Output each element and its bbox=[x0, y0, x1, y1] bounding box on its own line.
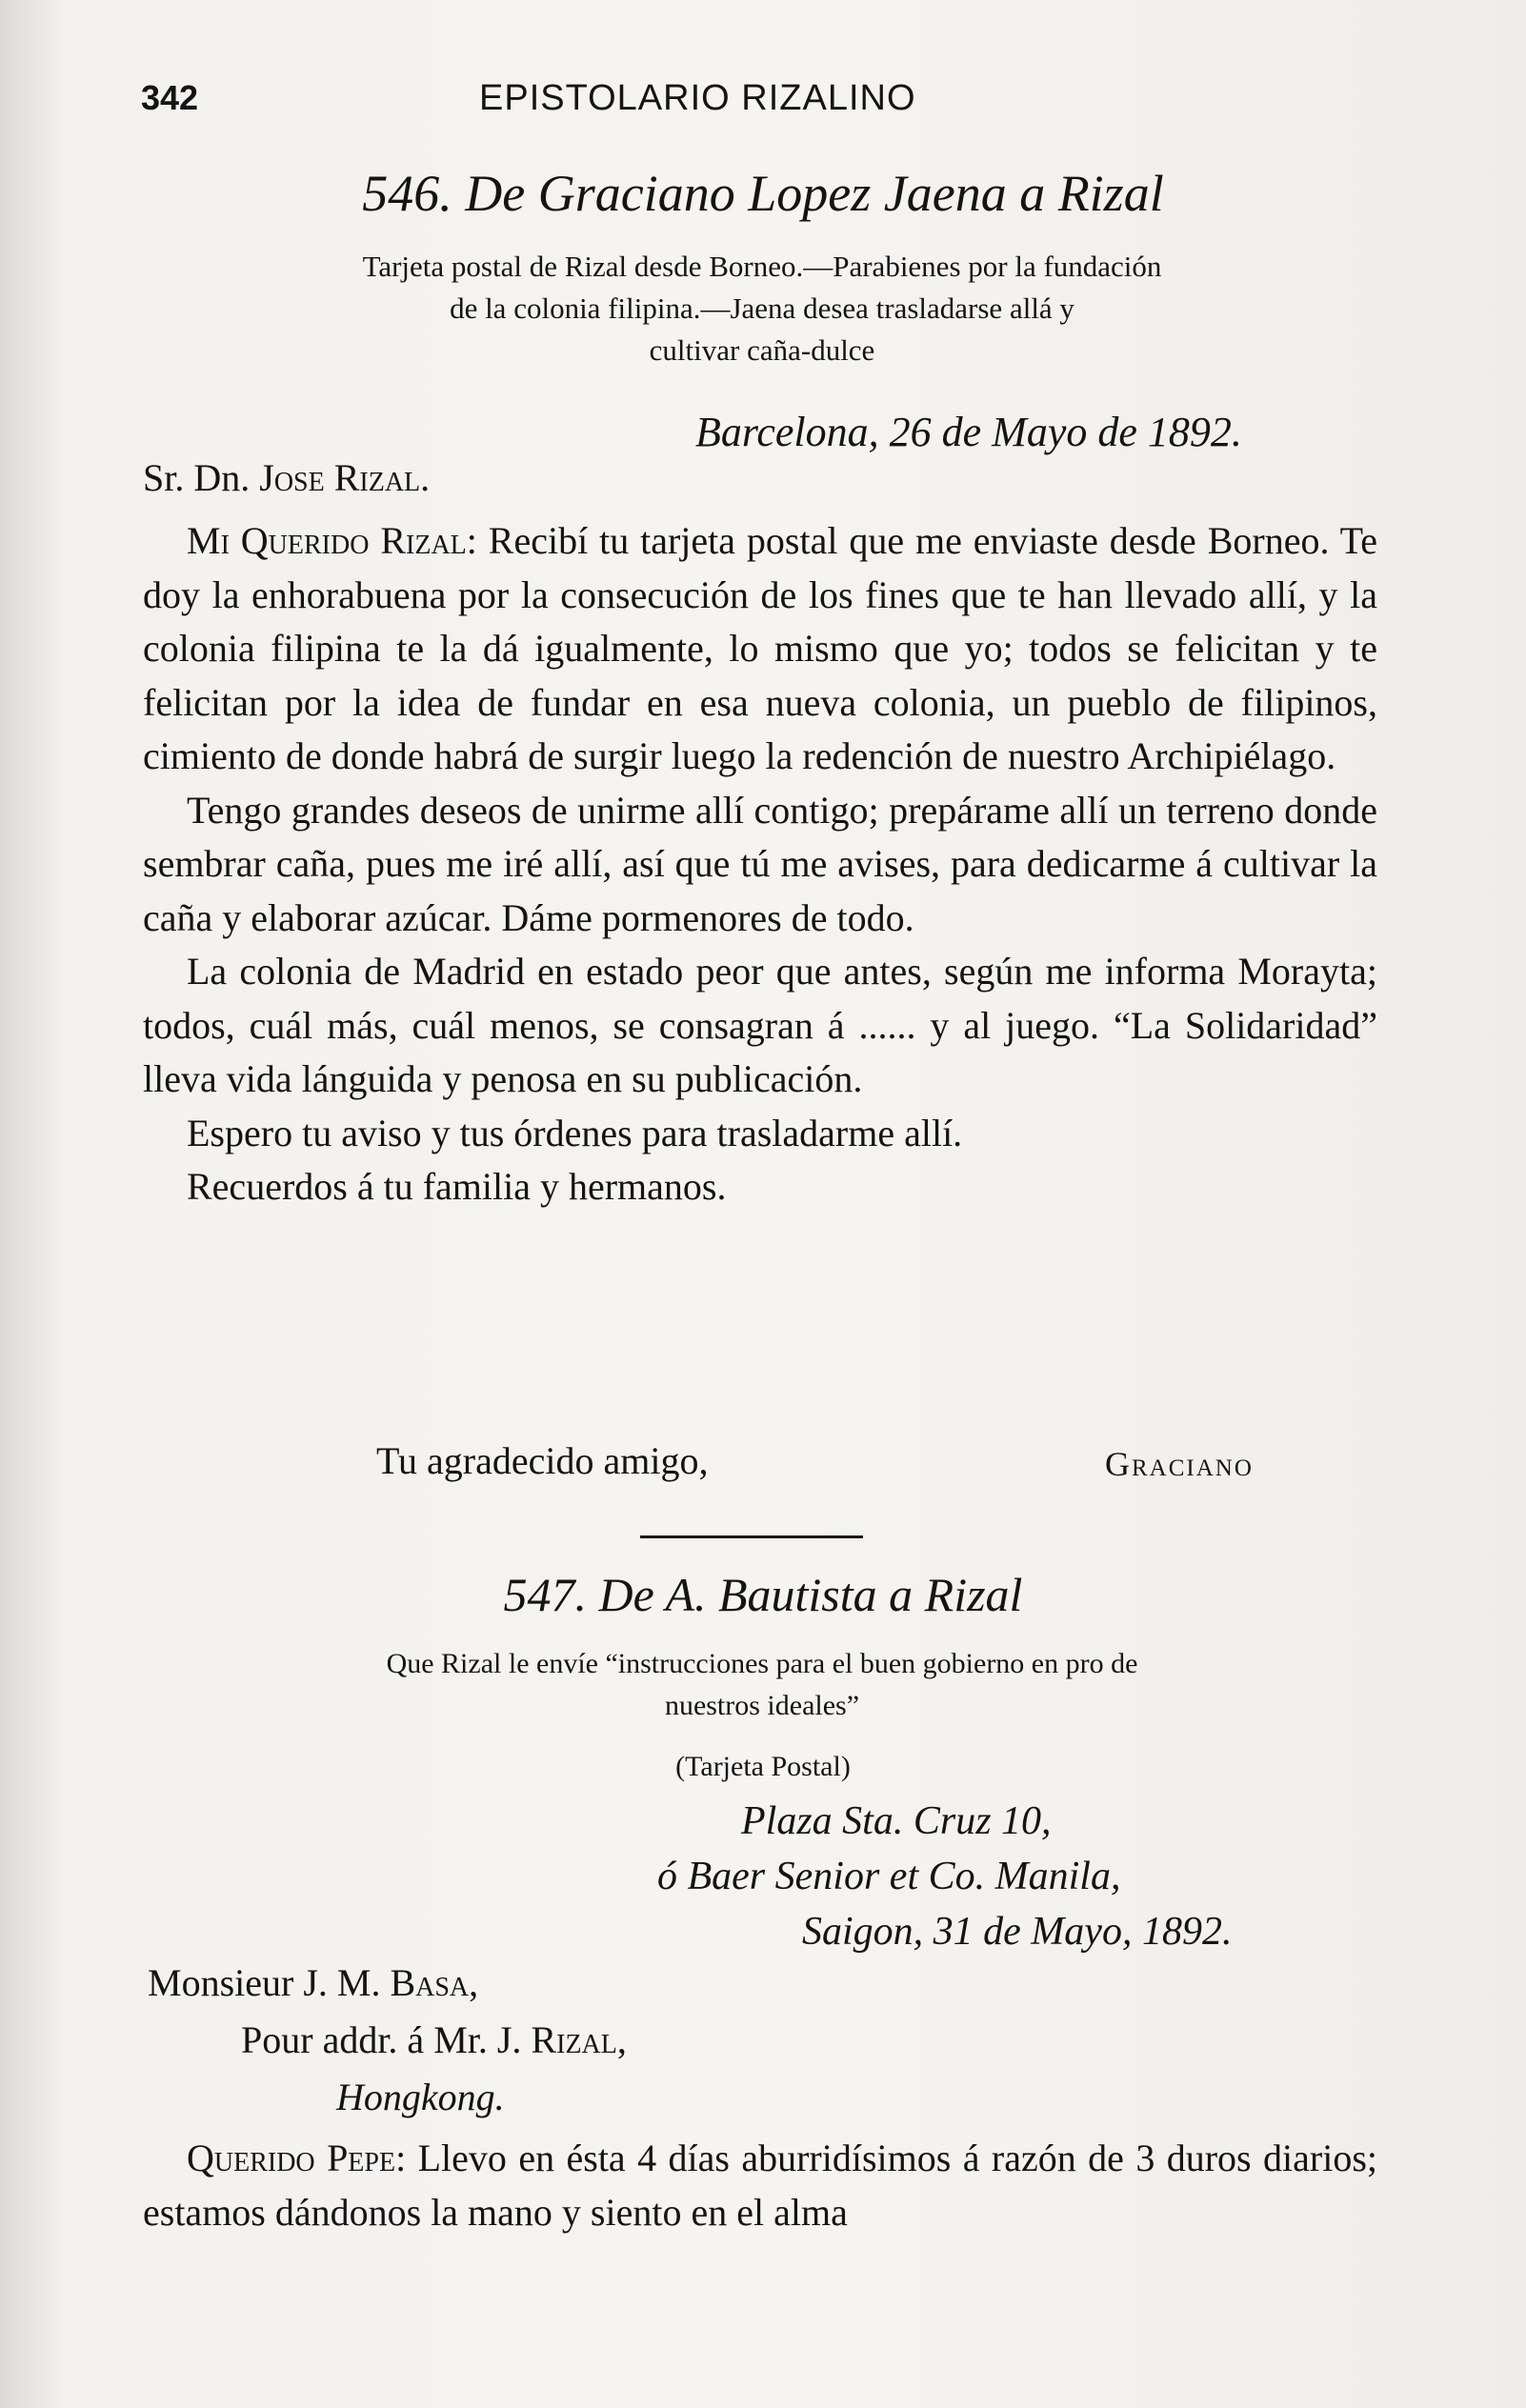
body-paragraph: Espero tu aviso y tus órdenes para trasladarme allí. bbox=[187, 1111, 963, 1154]
letter-546-addressee bbox=[143, 455, 430, 500]
body-paragraph: Recuerdos á tu familia y hermanos. bbox=[187, 1165, 727, 1208]
summary-line: nuestros ideales” bbox=[664, 1690, 860, 1721]
body-paragraph bbox=[143, 2132, 1377, 2239]
postal-card-note: (Tarjeta Postal) bbox=[675, 1751, 851, 1782]
paragraph-text: Llevo en ésta 4 días aburridísimos á razón de 3 duros diarios; estamos dándonos la mano y siento en el alma bbox=[143, 2137, 1378, 2234]
letter-546-title: 546. De Graciano Lopez Jaena a Rizal bbox=[362, 165, 1164, 222]
letter-546-closing: Tu agradecido amigo, bbox=[376, 1439, 709, 1482]
sender-address-line: ó Baer Senior et Co. Manila, bbox=[657, 1855, 1121, 1898]
summary-line: Que Rizal le envíe “instrucciones para el buen gobierno en pro de bbox=[386, 1648, 1138, 1679]
running-title: EPISTOLARIO RIZALINO bbox=[479, 78, 916, 118]
letter-546-body bbox=[143, 514, 1377, 1214]
section-divider bbox=[640, 1535, 863, 1538]
letter-546-summary bbox=[143, 246, 1381, 371]
recipient-line bbox=[148, 1960, 478, 2005]
recipient-line bbox=[241, 2017, 627, 2062]
recipient-name: Rizal, bbox=[531, 2018, 627, 2061]
addressee-prefix: Sr. Dn. bbox=[143, 456, 260, 499]
letter-546-dateline: Barcelona, 26 de Mayo de 1892. bbox=[695, 409, 1242, 455]
addressee-name: Jose Rizal. bbox=[259, 456, 431, 499]
letter-547-summary bbox=[143, 1643, 1381, 1727]
recipient-prefix: Monsieur J. M. bbox=[148, 1961, 391, 2004]
body-paragraph: Tengo grandes deseos de unirme allí contigo; prepárame allí un terreno donde sembrar caña, pues me iré allí, así que tú me avises, para dedicarme á cultivar la caña y elaborar azúcar. Dáme pormenores de todo. bbox=[143, 788, 1377, 939]
summary-line: cultivar caña-dulce bbox=[649, 333, 875, 367]
paragraph-text: Recibí tu tarjeta postal que me enviaste desde Borneo. Te doy la enhorabuena por la consecución de los fines que te han llevado allí, y la colonia filipina te la dá igualmente, lo mismo que yo; todos se felicitan y te felicitan por la idea de fundar en esa nueva colonia, un pueblo de filipinos, cimiento de donde habrá de surgir luego la redención de nuestro Archipiélago. bbox=[143, 519, 1378, 777]
body-paragraph bbox=[143, 514, 1377, 784]
letter-546-signature: Graciano bbox=[1105, 1445, 1254, 1483]
body-paragraph: La colonia de Madrid en estado peor que antes, según me informa Morayta; todos, cuál más, cuál menos, se consagran á ...... y al juego. “La Solidaridad” lleva vida lánguida y penosa en su publicación. bbox=[143, 950, 1377, 1100]
sender-address-line: Saigon, 31 de Mayo, 1892. bbox=[802, 1910, 1233, 1954]
summary-line: Tarjeta postal de Rizal desde Borneo.—Parabienes por la fundación bbox=[362, 250, 1162, 283]
summary-line: de la colonia filipina.—Jaena desea trasladarse allá y bbox=[450, 291, 1074, 325]
letter-547-body bbox=[143, 2132, 1377, 2239]
recipient-name: Basa, bbox=[390, 1961, 479, 2004]
letter-547-title: 547. De A. Bautista a Rizal bbox=[503, 1568, 1023, 1621]
sender-address-line: Plaza Sta. Cruz 10, bbox=[741, 1799, 1052, 1843]
salutation: Mi Querido Rizal: bbox=[187, 519, 477, 562]
recipient-prefix: Pour addr. á Mr. J. bbox=[241, 2018, 532, 2061]
page-header bbox=[141, 78, 1379, 135]
salutation: Querido Pepe: bbox=[187, 2137, 407, 2179]
page-number: 342 bbox=[141, 78, 199, 117]
recipient-city: Hongkong. bbox=[336, 2076, 505, 2118]
